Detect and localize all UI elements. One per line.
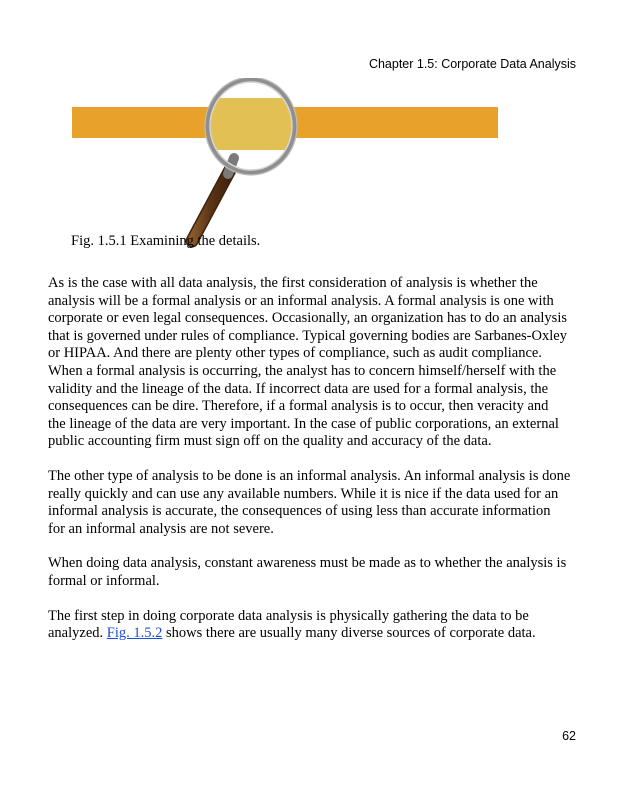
page-number: 62 [562, 729, 576, 743]
paragraph [48, 555, 578, 590]
text-line: analysis will be a formal analysis or an informal analysis. A formal analysis is one with [48, 292, 554, 309]
text-line: The other type of analysis to be done is an informal analysis. An informal analysis is done [48, 467, 571, 484]
text-line: validity and the lineage of the data. If incorrect data are used for a formal analysis, the [48, 380, 549, 397]
text-line: When doing data analysis, constant awareness must be made as to whether the analysis is [48, 555, 567, 572]
text-line: informal analysis is accurate, the consequences of using less than accurate information [48, 503, 551, 520]
figure-caption: Fig. 1.5.1 Examining the details. [71, 233, 261, 249]
text-segment: shows there are usually many diverse sources of corporate data. [162, 625, 536, 642]
text-line: The first step in doing corporate data analysis is physically gathering the data to be [48, 607, 529, 624]
magnifying-glass-icon [60, 78, 520, 248]
text-line [48, 625, 578, 643]
figure-reference-link[interactable]: Fig. 1.5.2 [106, 625, 163, 642]
text-line: that is governed under rules of compliance. Typical governing bodies are Sarbanes-Oxley [48, 327, 567, 344]
text-line: for an informal analysis are not severe. [48, 520, 274, 537]
text-line: really quickly and can use any available numbers. While it is nice if the data used for an [48, 485, 559, 502]
text-line: or HIPAA. And there are plenty other types of compliance, such as audit compliance. [48, 345, 542, 362]
text-line: the lineage of the data are very important. In the case of public corporations, an external [48, 415, 559, 432]
paragraph [48, 468, 578, 538]
body-text [48, 275, 578, 660]
text-line: consequences can be dire. Therefore, if a formal analysis is to occur, then veracity and [48, 398, 549, 415]
paragraph [48, 608, 578, 643]
text-line: corporate or even legal consequences. Occasionally, an organization has to do an analysis [48, 310, 567, 327]
text-line: As is the case with all data analysis, the first consideration of analysis is whether the [48, 275, 538, 291]
paragraph [48, 275, 578, 451]
chapter-header: Chapter 1.5: Corporate Data Analysis [368, 57, 576, 71]
text-line: When a formal analysis is occurring, the analyst has to concern himself/herself with the [48, 362, 557, 379]
text-line: public accounting firm must sign off on the quality and accuracy of the data. [48, 433, 492, 450]
text-segment: analyzed. [48, 625, 107, 642]
text-line: formal or informal. [48, 572, 160, 589]
